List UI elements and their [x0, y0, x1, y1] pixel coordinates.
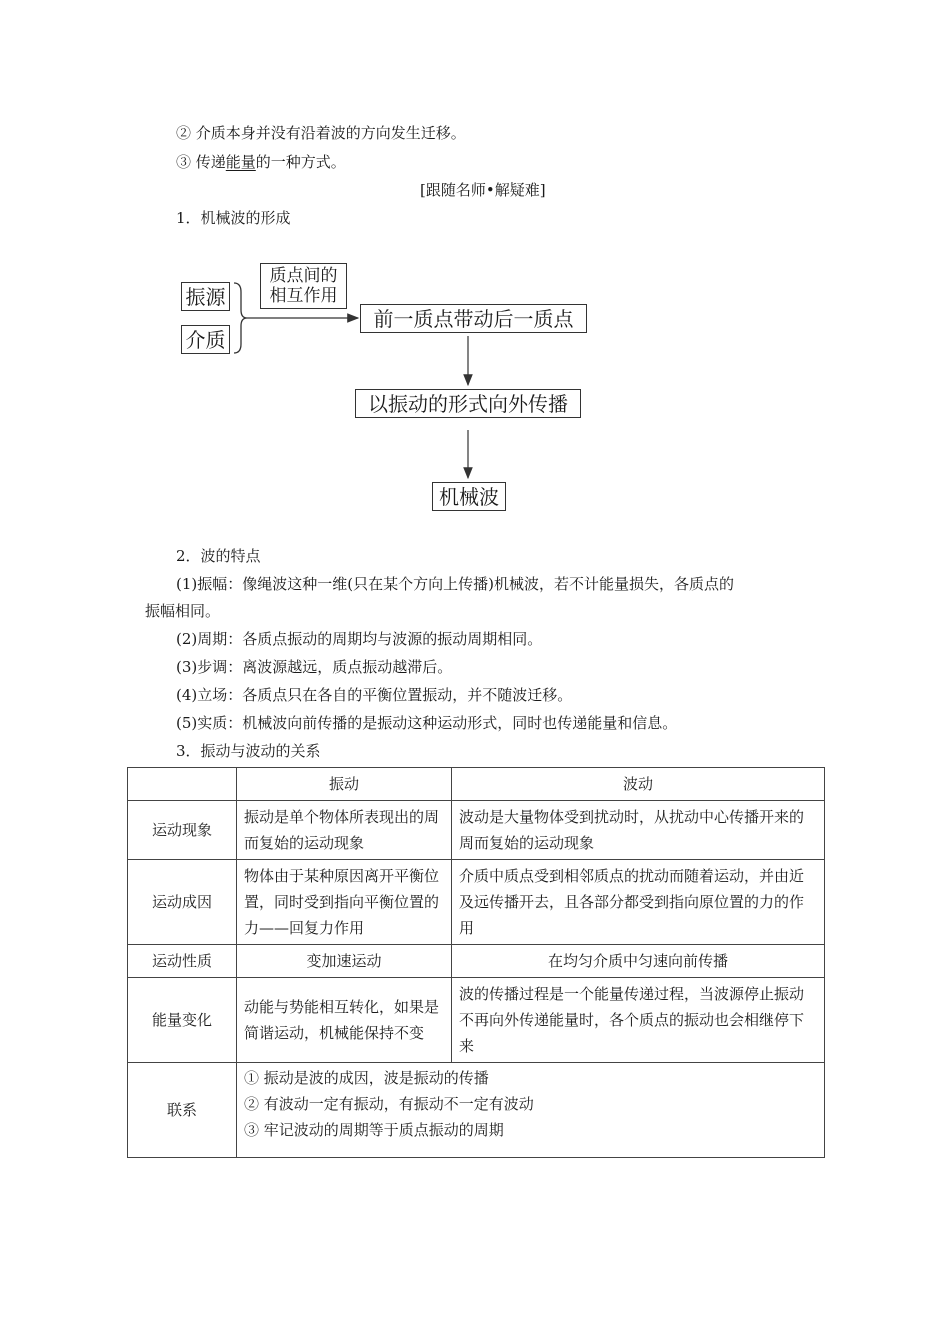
link-item: ① 振动是波的成因，波是振动的传播 [244, 1069, 489, 1087]
link-item: ③ 牢记波动的周期等于质点振动的周期 [244, 1121, 504, 1139]
vibration-cell: 变加速运动 [237, 945, 452, 978]
table-row [128, 945, 825, 978]
section-2-p2: (2)周期：各质点振动的周期均与波源的振动周期相同。 [176, 630, 543, 648]
section-header: [跟随名师•解疑难] [420, 181, 546, 199]
row-label: 运动成因 [128, 860, 237, 945]
intro-item-3-prefix: ③ 传递 [176, 153, 226, 171]
wave-cell: 介质中质点受到相邻质点的扰动而随着运动，并由近及远传播开去，且各部分都受到指向原位置的力的作用 [452, 860, 825, 945]
section-2-p3: (3)步调：离波源越远，质点振动越滞后。 [176, 658, 453, 676]
diagram-interaction-line-1: 质点间的 [269, 266, 338, 286]
vibration-cell: 动能与势能相互转化，如果是简谐运动，机械能保持不变 [237, 978, 452, 1063]
section-2-p5: (5)实质：机械波向前传播的是振动这种运动形式，同时也传递能量和信息。 [176, 714, 678, 732]
section-2-p1-line-1: (1)振幅：像绳波这种一维(只在某个方向上传播)机械波，若不计能量损失，各质点的 [176, 575, 734, 593]
table-header-row [128, 768, 825, 801]
wave-cell: 在均匀介质中匀速向前传播 [452, 945, 825, 978]
row-label: 能量变化 [128, 978, 237, 1063]
diagram-brace [234, 283, 247, 353]
row-label: 联系 [128, 1063, 237, 1158]
table-row [128, 978, 825, 1063]
row-label: 运动现象 [128, 801, 237, 860]
section-2-p1-line-2: 振幅相同。 [145, 602, 221, 620]
intro-item-2: ② 介质本身并没有沿着波的方向发生迁移。 [176, 124, 466, 142]
table-row [128, 860, 825, 945]
links-cell [237, 1063, 825, 1158]
diagram-step-2-box: 以振动的形式向外传播 [355, 389, 581, 418]
section-2-heading: 2．波的特点 [176, 547, 261, 565]
section-2-p4: (4)立场：各质点只在各自的平衡位置振动，并不随波迁移。 [176, 686, 573, 704]
section-3-heading: 3．振动与波动的关系 [176, 742, 321, 760]
wave-cell: 波的传播过程是一个能量传递过程，当波源停止振动不再向外传递能量时，各个质点的振动也会相继停下来 [452, 978, 825, 1063]
diagram-interaction-line-2: 相互作用 [269, 286, 338, 306]
section-1-heading: 1．机械波的形成 [176, 209, 291, 227]
link-item: ② 有波动一定有振动，有振动不一定有波动 [244, 1095, 534, 1113]
diagram-connectors [0, 0, 950, 600]
intro-item-3-suffix: 的一种方式。 [255, 153, 346, 171]
row-label: 运动性质 [128, 945, 237, 978]
diagram-medium-box: 介质 [181, 325, 230, 354]
table-header-vibration: 振动 [237, 768, 452, 801]
intro-item-3-keyword: 能量 [225, 153, 256, 171]
diagram-result-box: 机械波 [432, 482, 506, 511]
vibration-cell: 物体由于某种原因离开平衡位置，同时受到指向平衡位置的力——回复力作用 [237, 860, 452, 945]
table-row-links [128, 1063, 825, 1158]
table-row [128, 801, 825, 860]
diagram-source-box: 振源 [181, 282, 230, 311]
table-header-empty [128, 768, 237, 801]
vibration-wave-table [127, 767, 825, 1158]
wave-cell: 波动是大量物体受到扰动时，从扰动中心传播开来的周而复始的运动现象 [452, 801, 825, 860]
table-header-wave: 波动 [452, 768, 825, 801]
diagram-step-1-box: 前一质点带动后一质点 [360, 304, 587, 333]
vibration-cell: 振动是单个物体所表现出的周而复始的运动现象 [237, 801, 452, 860]
